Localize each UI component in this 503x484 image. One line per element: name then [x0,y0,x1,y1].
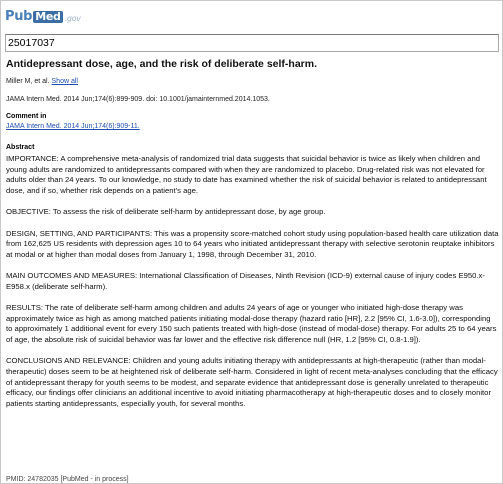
author-line [6,78,78,85]
search-input[interactable]: 25017037 [5,34,499,52]
abstract-heading: Abstract [6,144,35,151]
abstract-design: DESIGN, SETTING, AND PARTICIPANTS: This was a propensity score-matched cohort study using population-based health care utilization data from 162,625 US residents with depression ages 10 to 64 years who initiated antidepressant therapy with selective serotonin reuptake inhibitors at modal or at higher than modal doses from January 1, 1998, through December 31, 2010. [6,228,499,259]
abstract-body [6,154,499,420]
abstract-objective: OBJECTIVE: To assess the risk of deliberate self-harm by antidepressant dose, by age group. [6,207,326,217]
comment-link[interactable]: JAMA Intern Med. 2014 Jun;174(6):909-11. [6,123,140,130]
show-all-authors-link[interactable]: Show all [51,78,78,85]
logo-med-text: Med [35,10,61,23]
comment-container [6,123,140,130]
article-title: Antidepressant dose, age, and the risk of deliberate self-harm. [6,58,318,70]
abstract-conclusions: CONCLUSIONS AND RELEVANCE: Children and young adults initiating therapy with antidepressants at high-therapeutic (rather than modal-therapeutic) doses seem to be at heightened risk of deliberate self-harm. Considered in light of recent meta-analyses concluding that the efficacy of antidepressant therapy for youth seems to be modest, and separate evidence that antidepressant dose is generally unrelated to therapeutic efficacy, our findings offer clinicians an additional incentive to avoid initiating pharmacotherapy at high-therapeutic doses and to closely monitor patients starting antidepressants, especially youth, for several months. [6,356,498,409]
abstract-results: RESULTS: The rate of deliberate self-harm among children and adults 24 years of age or younger who initiated high-dose therapy was approximately twice as high as among matched patients initiating modal-dose therapy (hazard ratio [HR], 2.2 [95% CI, 1.6-3.0]), corresponding to approximately 1 additional event for every 150 such patients treated with high-dose (instead of modal-dose) therapy. For adults 25 to 64 years of age, the absolute risk of suicidal behavior was far lower and the effective risk difference null (HR, 1.2 [95% CI, 0.8-1.9]). [6,303,497,345]
logo-pub-text: Pub [5,9,33,24]
abstract-importance: IMPORTANCE: A comprehensive meta-analysis of randomized trial data suggests that suicidal behavior is twice as likely when children and young adults are randomized to antidepressants compared with when they are randomized to placebo. Drug-related risk was not elevated for adults older than 24 years. To our knowledge, no study to date has examined whether the risk of suicidal behavior is related to antidepressant dose, and if so, whether risk depends on a patient's age. [6,154,487,196]
comment-heading: Comment in [6,113,47,120]
logo-gov-text: .gov [64,14,81,23]
citation-text: JAMA Intern Med. 2014 Jun;174(6):899-909. doi: 10.1001/jamainternmed.2014.1053. [6,96,270,103]
abstract-outcomes: MAIN OUTCOMES AND MEASURES: International Classification of Diseases, Ninth Revision (ICD-9) external cause of injury codes E950.x-E958.x (deliberate self-harm). [6,271,485,291]
pubmed-logo[interactable] [5,6,81,24]
pmid-line: PMID: 24782035 [PubMed - in process] [6,476,129,483]
authors-text: Miller M, et al. [6,78,50,85]
